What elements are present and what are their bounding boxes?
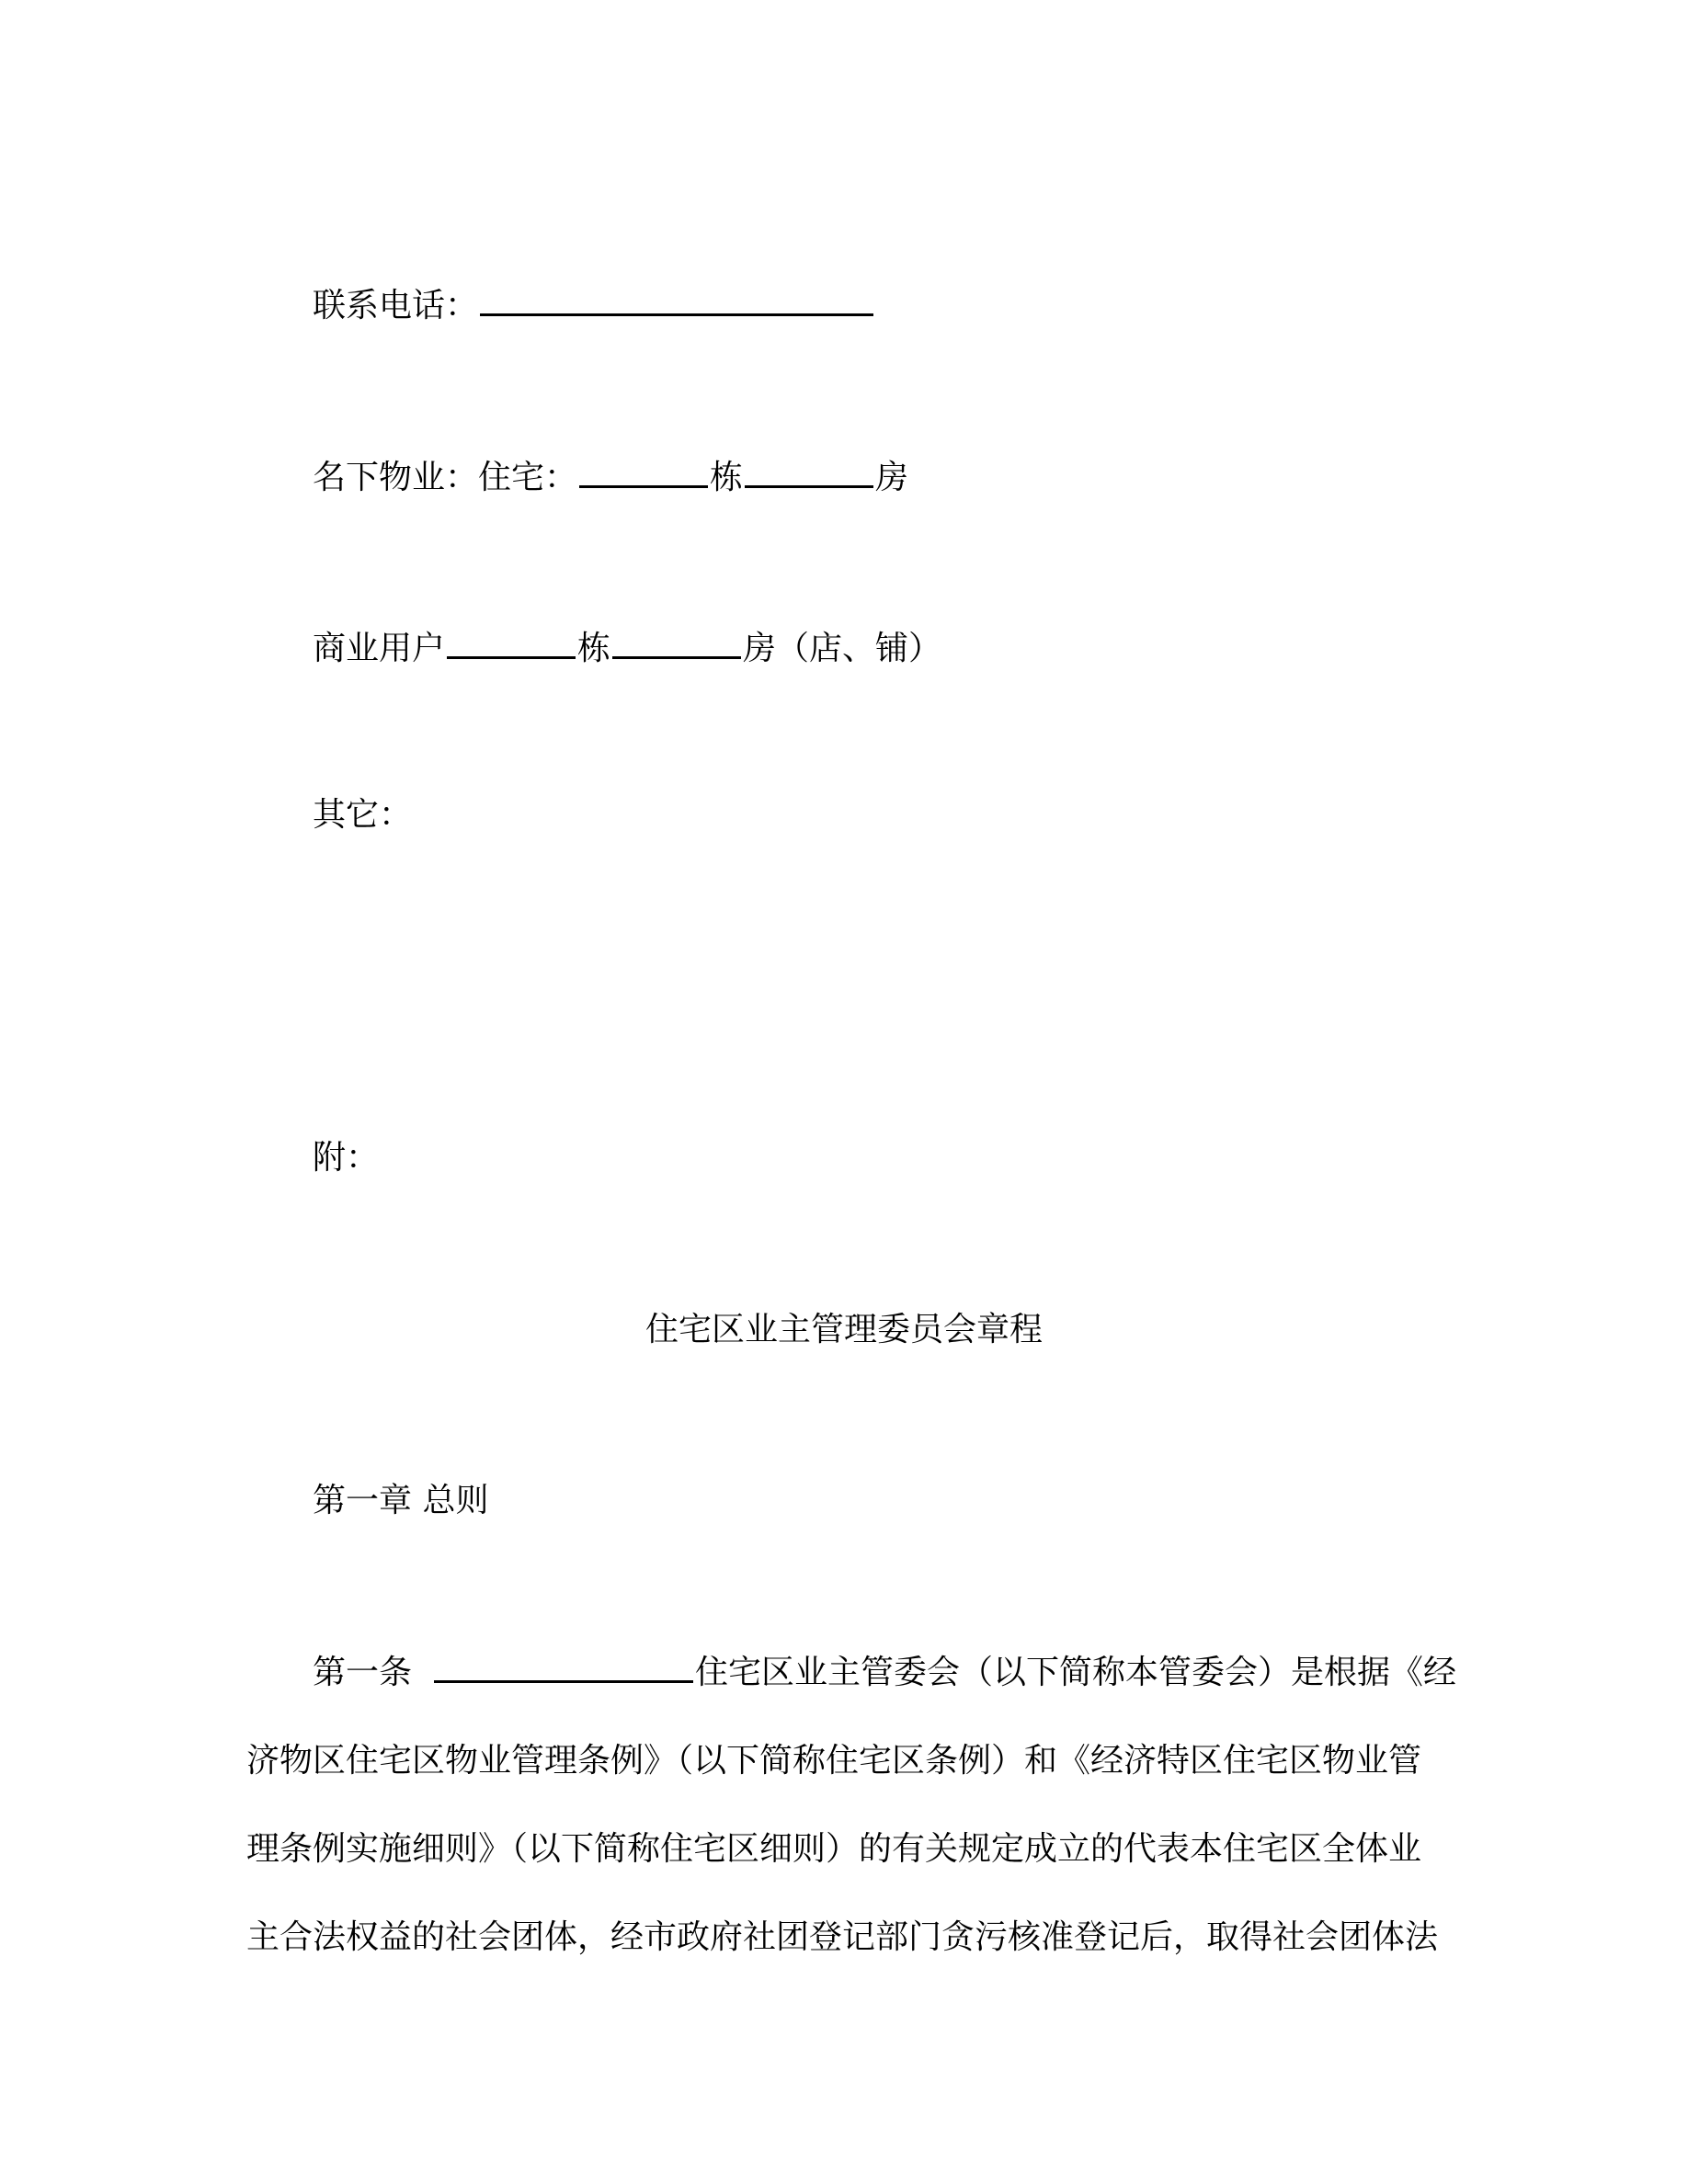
charter-title: 住宅区业主管理委员会章程 [644, 1311, 1043, 1348]
commercial-room-unit: 房（店、铺） [743, 630, 942, 667]
commercial-building-unit: 栋 [577, 630, 611, 667]
contact-phone-blank[interactable] [480, 280, 873, 316]
contact-phone-label: 联系电话： [313, 287, 479, 324]
appendix-label: 附： [313, 1139, 380, 1177]
commercial-line [313, 623, 941, 672]
property-room-blank[interactable] [745, 452, 873, 488]
commercial-building-blank[interactable] [447, 623, 576, 659]
article-1-row-2: 济物区住宅区物业管理条例》（以下简称住宅区条例）和《经济特区住宅区物业管 [246, 1742, 1422, 1780]
chapter-1-heading: 第一章 总则 [313, 1482, 489, 1519]
contact-phone-line [313, 280, 875, 329]
article-1-row-1 [246, 1629, 1457, 1717]
appendix-line [313, 1135, 379, 1181]
commercial-room-blank[interactable] [612, 623, 741, 659]
article-1-name-blank[interactable] [434, 1647, 693, 1683]
property-building-blank[interactable] [579, 452, 708, 488]
article-1-row-3: 理条例实施细则》（以下简称住宅区细则）的有关规定成立的代表本住宅区全体业 [246, 1830, 1422, 1868]
property-label: 名下物业：住宅： [313, 459, 578, 496]
other-line [313, 792, 412, 838]
property-line [313, 452, 908, 501]
article-1-row-4: 主合法权益的社会团体，经市政府社团登记部门贪污核准登记后，取得社会团体法 [246, 1918, 1439, 1956]
other-label: 其它： [313, 796, 413, 834]
article-1-row-1-rest: 住宅区业主管委会（以下简称本管委会）是根据《经 [695, 1654, 1457, 1691]
property-building-unit: 栋 [710, 459, 744, 496]
property-room-unit: 房 [875, 459, 909, 496]
commercial-label: 商业用户 [313, 630, 446, 667]
article-1-paragraph [246, 1629, 1457, 1982]
article-1-lead: 第一条 [313, 1654, 413, 1691]
